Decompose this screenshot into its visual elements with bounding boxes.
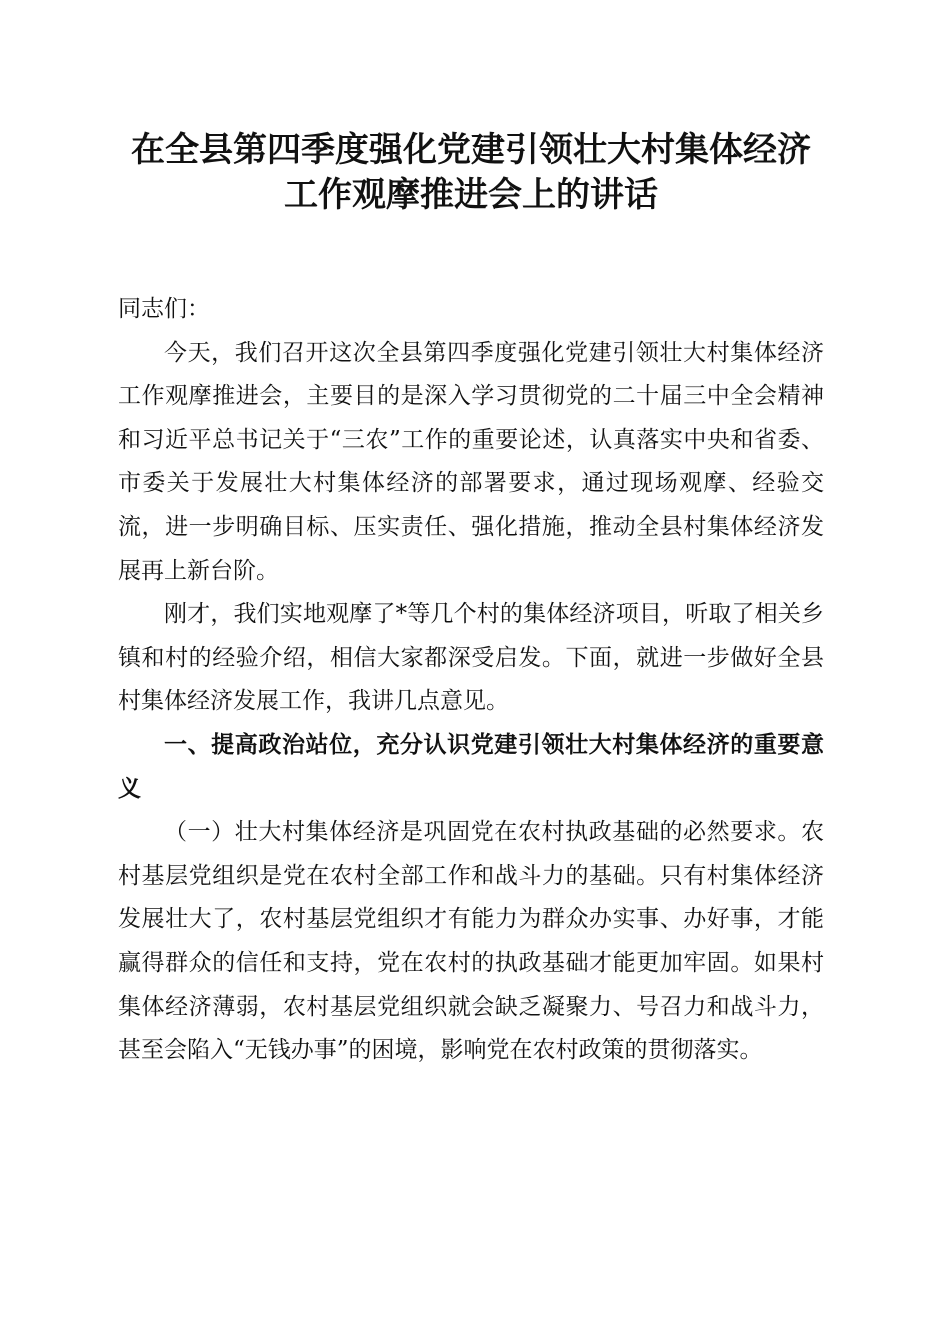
paragraph-opening: 今天，我们召开这次全县第四季度强化党建引领壮大村集体经济工作观摩推进会，主要目的是深入学习贯彻党的二十届三中全会精神和习近平总书记关于“三农”工作的重要论述，认真落实中央和省委、市委关于发展壮大村集体经济的部署要求，通过现场观摩、经验交流，进一步明确目标、压实责任、强化措施，推动全县村集体经济发展再上新台阶。 [118,339,824,584]
document-page [118,128,824,1073]
salutation: 同志们： [118,296,210,322]
subsection-1: （一）壮大村集体经济是巩固党在农村执政基础的必然要求。农村基层党组织是党在农村全部工作和战斗力的基础。只有村集体经济发展壮大了，农村基层党组织才有能力为群众办实事、办好事，才能赢得群众的信任和支持，党在农村的执政基础才能更加牢固。如果村集体经济薄弱，农村基层党组织就会缺乏凝聚力、号召力和战斗力，甚至会陷入“无钱办事”的困境，影响党在农村政策的贯彻落实。 [118,819,824,1064]
title-line-1: 在全县第四季度强化党建引领壮大村集体经济 [131,130,811,170]
paragraph-observation: 刚才，我们实地观摩了*等几个村的集体经济项目，听取了相关乡镇和村的经验介绍，相信大家都深受启发。下面，就进一步做好全县村集体经济发展工作，我讲几点意见。 [118,601,824,715]
document-body [118,288,824,1073]
section-heading-1: 一、提高政治站位，充分认识党建引领壮大村集体经济的重要意义 [118,731,824,802]
title-line-2: 工作观摩推进会上的讲话 [284,175,658,215]
document-title [118,128,824,218]
